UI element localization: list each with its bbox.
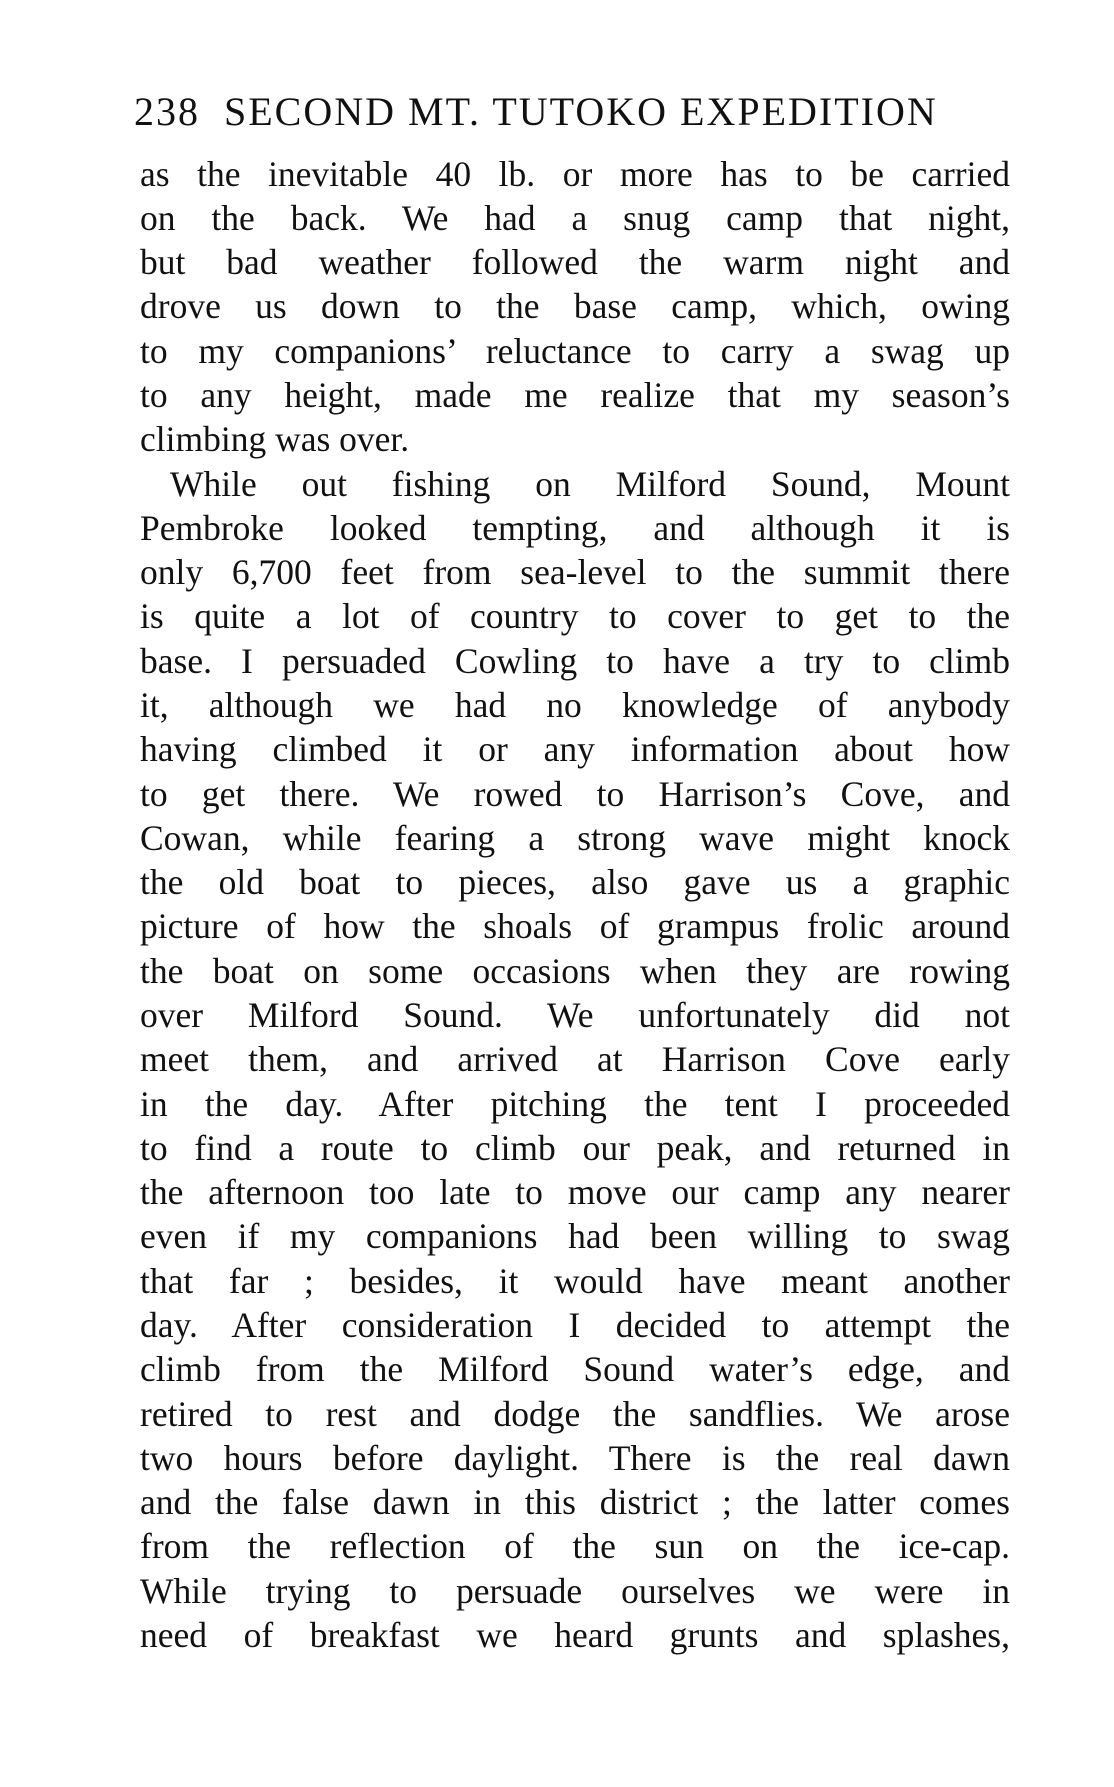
- text-line: as the inevitable 40 lb. or more has to be carried: [140, 154, 1010, 194]
- text-line: climb from the Milford Sound water’s edge, and: [140, 1349, 1010, 1389]
- running-title: SECOND MT. TUTOKO EXPEDITION: [224, 89, 938, 134]
- text-line: the afternoon too late to move our camp any nearer: [140, 1172, 1010, 1212]
- text-line: meet them, and arrived at Harrison Cove early: [140, 1039, 1010, 1079]
- text-line: to find a route to climb our peak, and returned in: [140, 1128, 1010, 1168]
- text-line: Cowan, while fearing a strong wave might knock: [140, 818, 1010, 858]
- text-line: drove us down to the base camp, which, owing: [140, 286, 1010, 326]
- text-line: While trying to persuade ourselves we were in: [140, 1571, 1010, 1611]
- paragraph-start-line: While out fishing on Milford Sound, Mount: [170, 464, 1010, 504]
- text-line: but bad weather followed the warm night and: [140, 242, 1010, 282]
- text-line: only 6,700 feet from sea-level to the summit there: [140, 552, 1010, 592]
- text-line: the boat on some occasions when they are rowing: [140, 951, 1010, 991]
- text-line: over Milford Sound. We unfortunately did not: [140, 995, 1010, 1035]
- text-line: day. After consideration I decided to attempt the: [140, 1305, 1010, 1345]
- text-line: the old boat to pieces, also gave us a graphic: [140, 862, 1010, 902]
- page-number: 238: [134, 89, 200, 134]
- running-head: [134, 84, 974, 140]
- text-line: is quite a lot of country to cover to get to the: [140, 596, 1010, 636]
- text-line: in the day. After pitching the tent I proceeded: [140, 1084, 1010, 1124]
- text-line: having climbed it or any information about how: [140, 729, 1010, 769]
- text-line: to get there. We rowed to Harrison’s Cove, and: [140, 774, 1010, 814]
- text-line: from the reflection of the sun on the ice-cap.: [140, 1526, 1010, 1566]
- text-line: on the back. We had a snug camp that night,: [140, 198, 1010, 238]
- text-line: it, although we had no knowledge of anybody: [140, 685, 1010, 725]
- text-line: to any height, made me realize that my season’s: [140, 375, 1010, 415]
- text-line: picture of how the shoals of grampus frolic around: [140, 906, 1010, 946]
- text-line: two hours before daylight. There is the real dawn: [140, 1438, 1010, 1478]
- text-line: even if my companions had been willing to swag: [140, 1216, 1010, 1256]
- text-line: to my companions’ reluctance to carry a swag up: [140, 331, 1010, 371]
- text-line: need of breakfast we heard grunts and splashes,: [140, 1615, 1010, 1655]
- text-line: base. I persuaded Cowling to have a try to climb: [140, 641, 1010, 681]
- text-line: and the false dawn in this district ; the latter comes: [140, 1482, 1010, 1522]
- text-line: that far ; besides, it would have meant another: [140, 1261, 1010, 1301]
- text-line: retired to rest and dodge the sandflies. We arose: [140, 1394, 1010, 1434]
- text-line: climbing was over.: [140, 419, 410, 459]
- text-line: Pembroke looked tempting, and although it is: [140, 508, 1010, 548]
